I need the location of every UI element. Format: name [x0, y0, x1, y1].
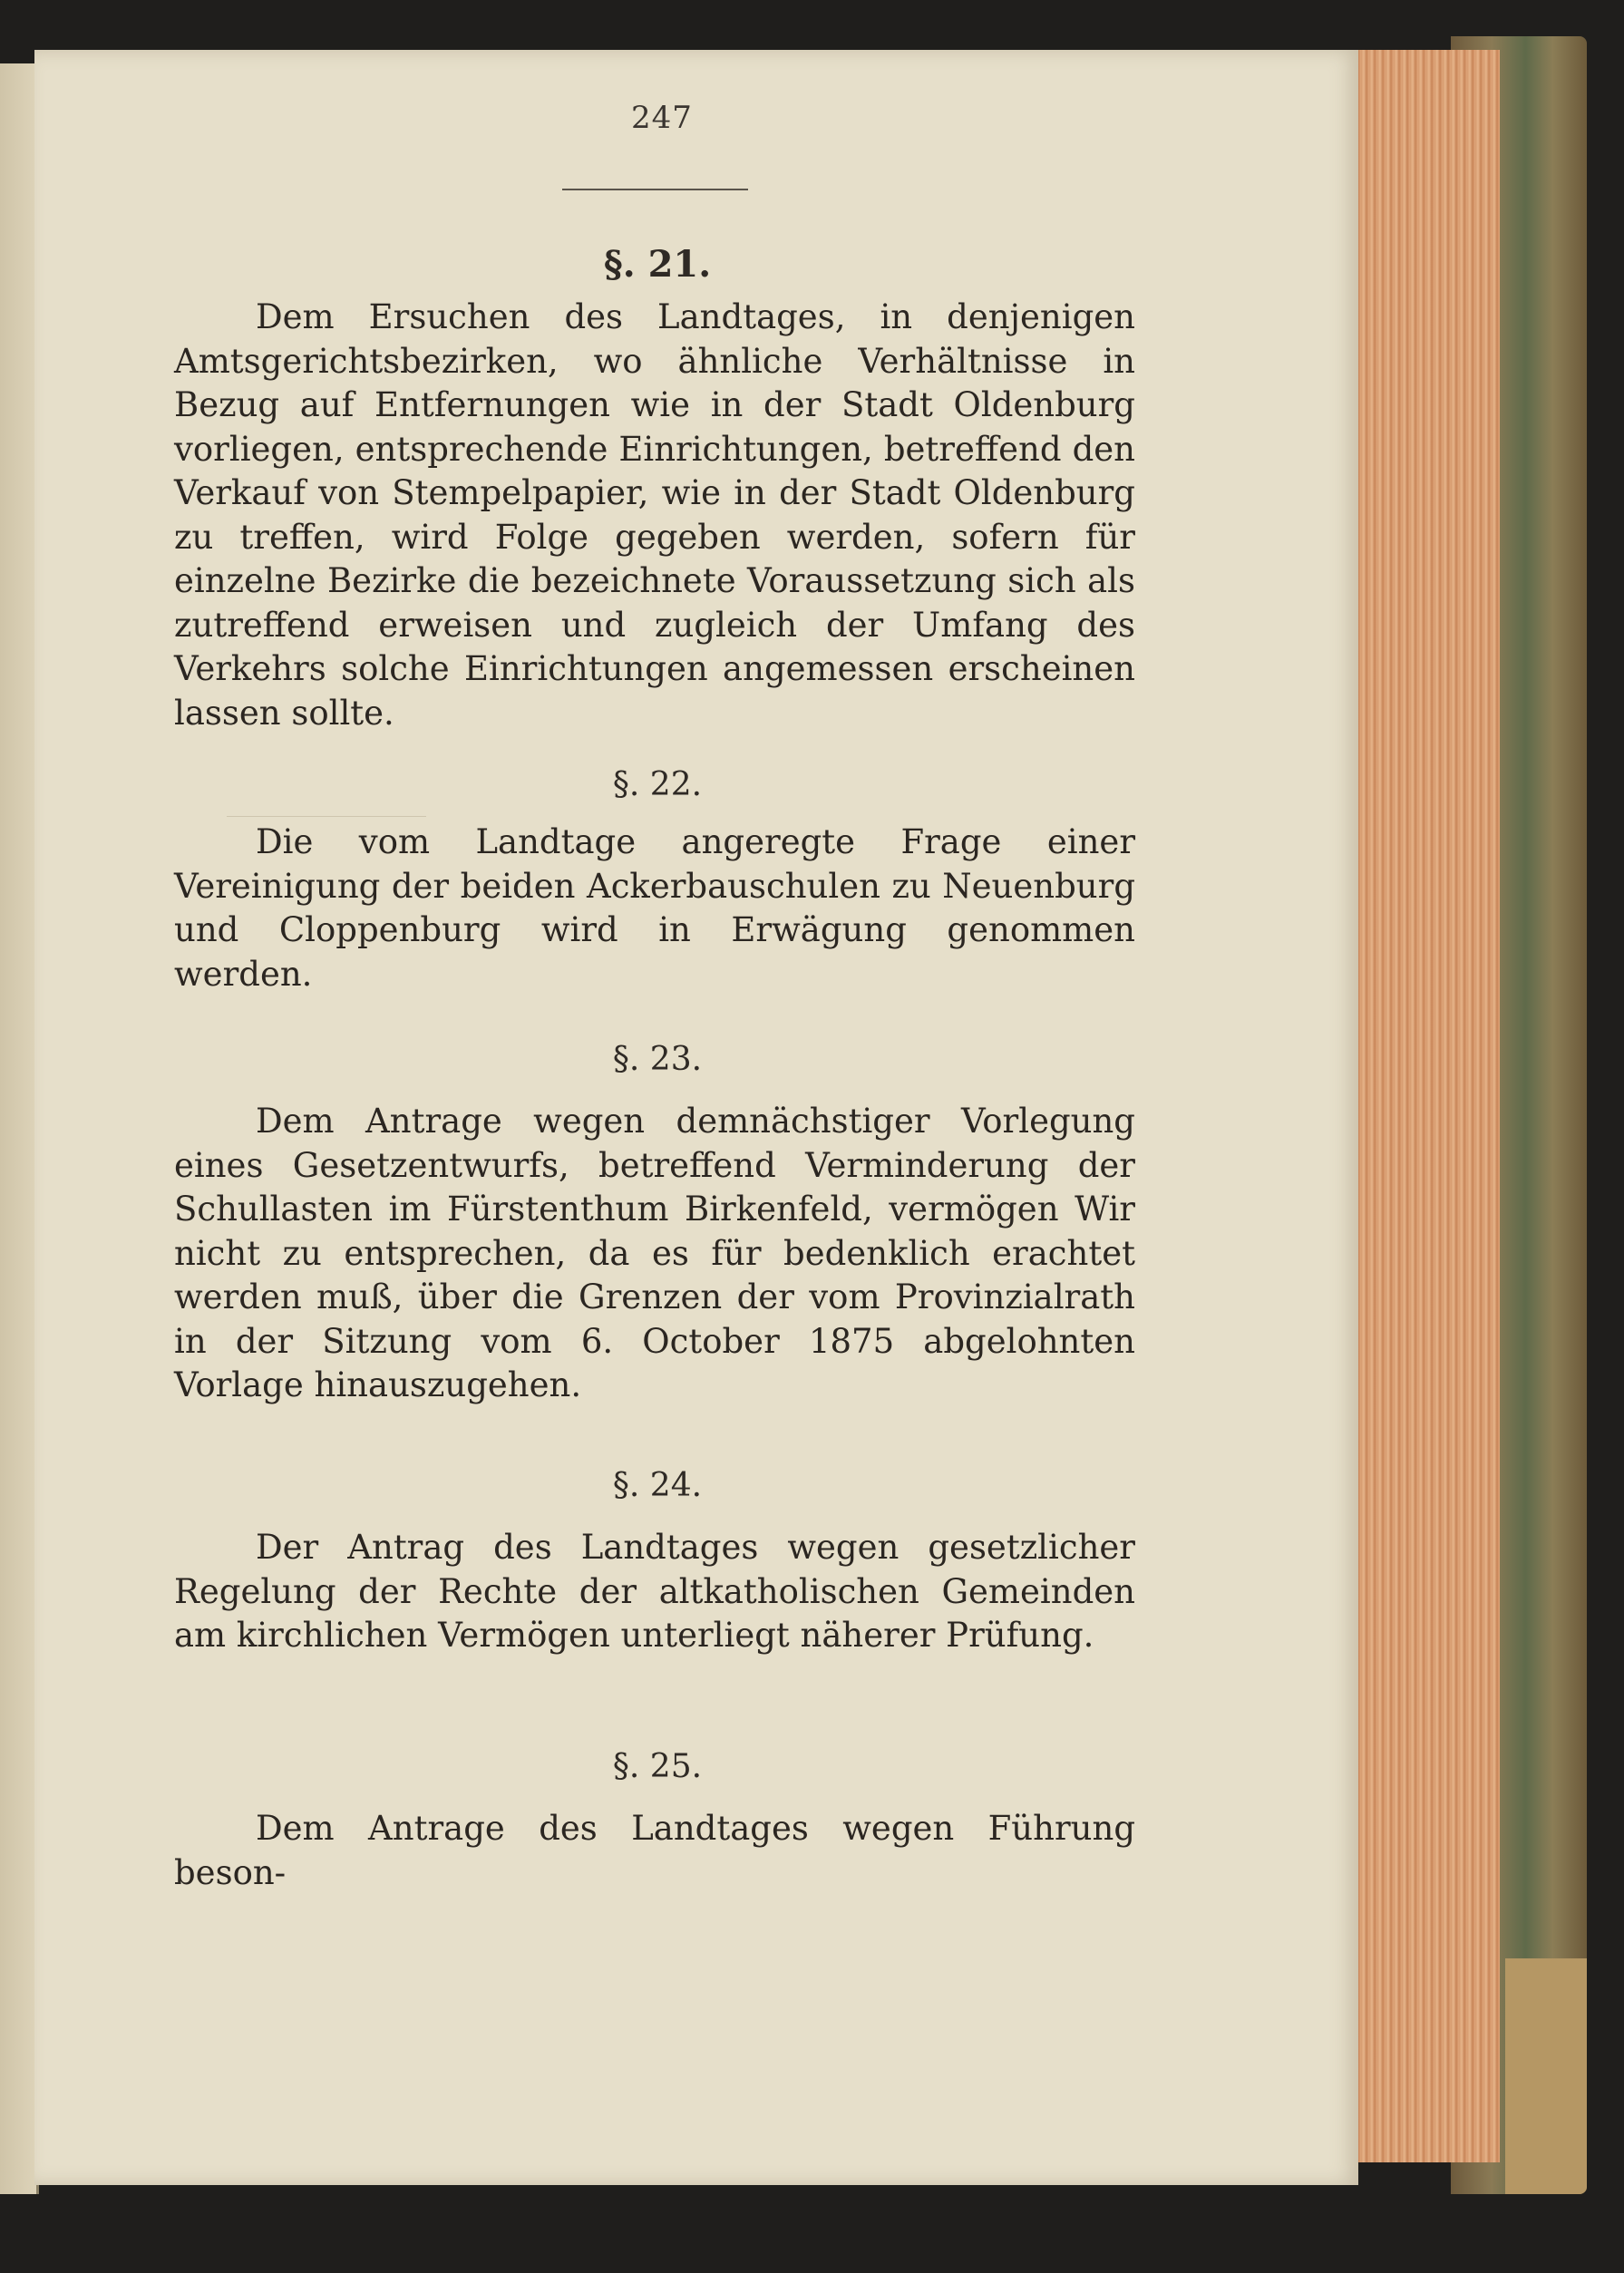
section-text-24: Der Antrag des Landtages wegen gesetzlicher Regelung der Rechte der altkatholischen Gemeinden am kirchlichen Vermögen unterliegt näherer Prüfung. — [174, 1528, 1135, 1655]
section-text-22: Die vom Landtage angeregte Frage einer Vereinigung der beiden Ackerbauschulen zu Neuenburg und Cloppenburg wird in Erwägung genommen werden. — [174, 822, 1135, 994]
page-number: 247 — [631, 100, 693, 136]
section-heading-24: §. 24. — [612, 1467, 703, 1504]
book-cover-leather — [1505, 1958, 1587, 2194]
section-heading-25: §. 25. — [612, 1748, 703, 1785]
section-text-25: Dem Antrage des Landtages wegen Führung beson- — [174, 1809, 1135, 1892]
section-heading-22: §. 22. — [612, 766, 703, 803]
header-rule — [562, 189, 748, 190]
left-page-edge — [0, 63, 39, 2194]
section-heading-23: §. 23. — [612, 1041, 703, 1078]
section-text-23: Dem Antrage wegen demnächstiger Vorlegung eines Gesetzentwurfs, betreffend Verminderung der Schullasten im Fürstenthum Birkenfeld, vermögen Wir nicht zu entsprechen, da es für bedenklich erachtet werden muß, über die Grenzen der vom Provinzialrath in der Sitzung vom 6. October 1875 abgelohnten Vorlage hinauszugehen. — [174, 1102, 1135, 1404]
section-text-21: Dem Ersuchen des Landtages, in denjenigen Amtsgerichtsbezirken, wo ähnliche Verhältnisse in Bezug auf Entfernungen wie in der Stadt Oldenburg vorliegen, entsprechende Einrichtungen, betreffend den Verkauf von Stempelpapier, wie in der Stadt Oldenburg zu treffen, wird Folge gegeben werden, sofern für einzelne Bezirke die bezeichnete Voraussetzung sich als zutreffend erweisen und zugleich der Umfang des Verkehrs solche Einrichtungen angemessen erscheinen lassen sollte. — [174, 297, 1135, 733]
section-heading-21: §. 21. — [603, 243, 712, 286]
divider-line — [227, 816, 426, 817]
